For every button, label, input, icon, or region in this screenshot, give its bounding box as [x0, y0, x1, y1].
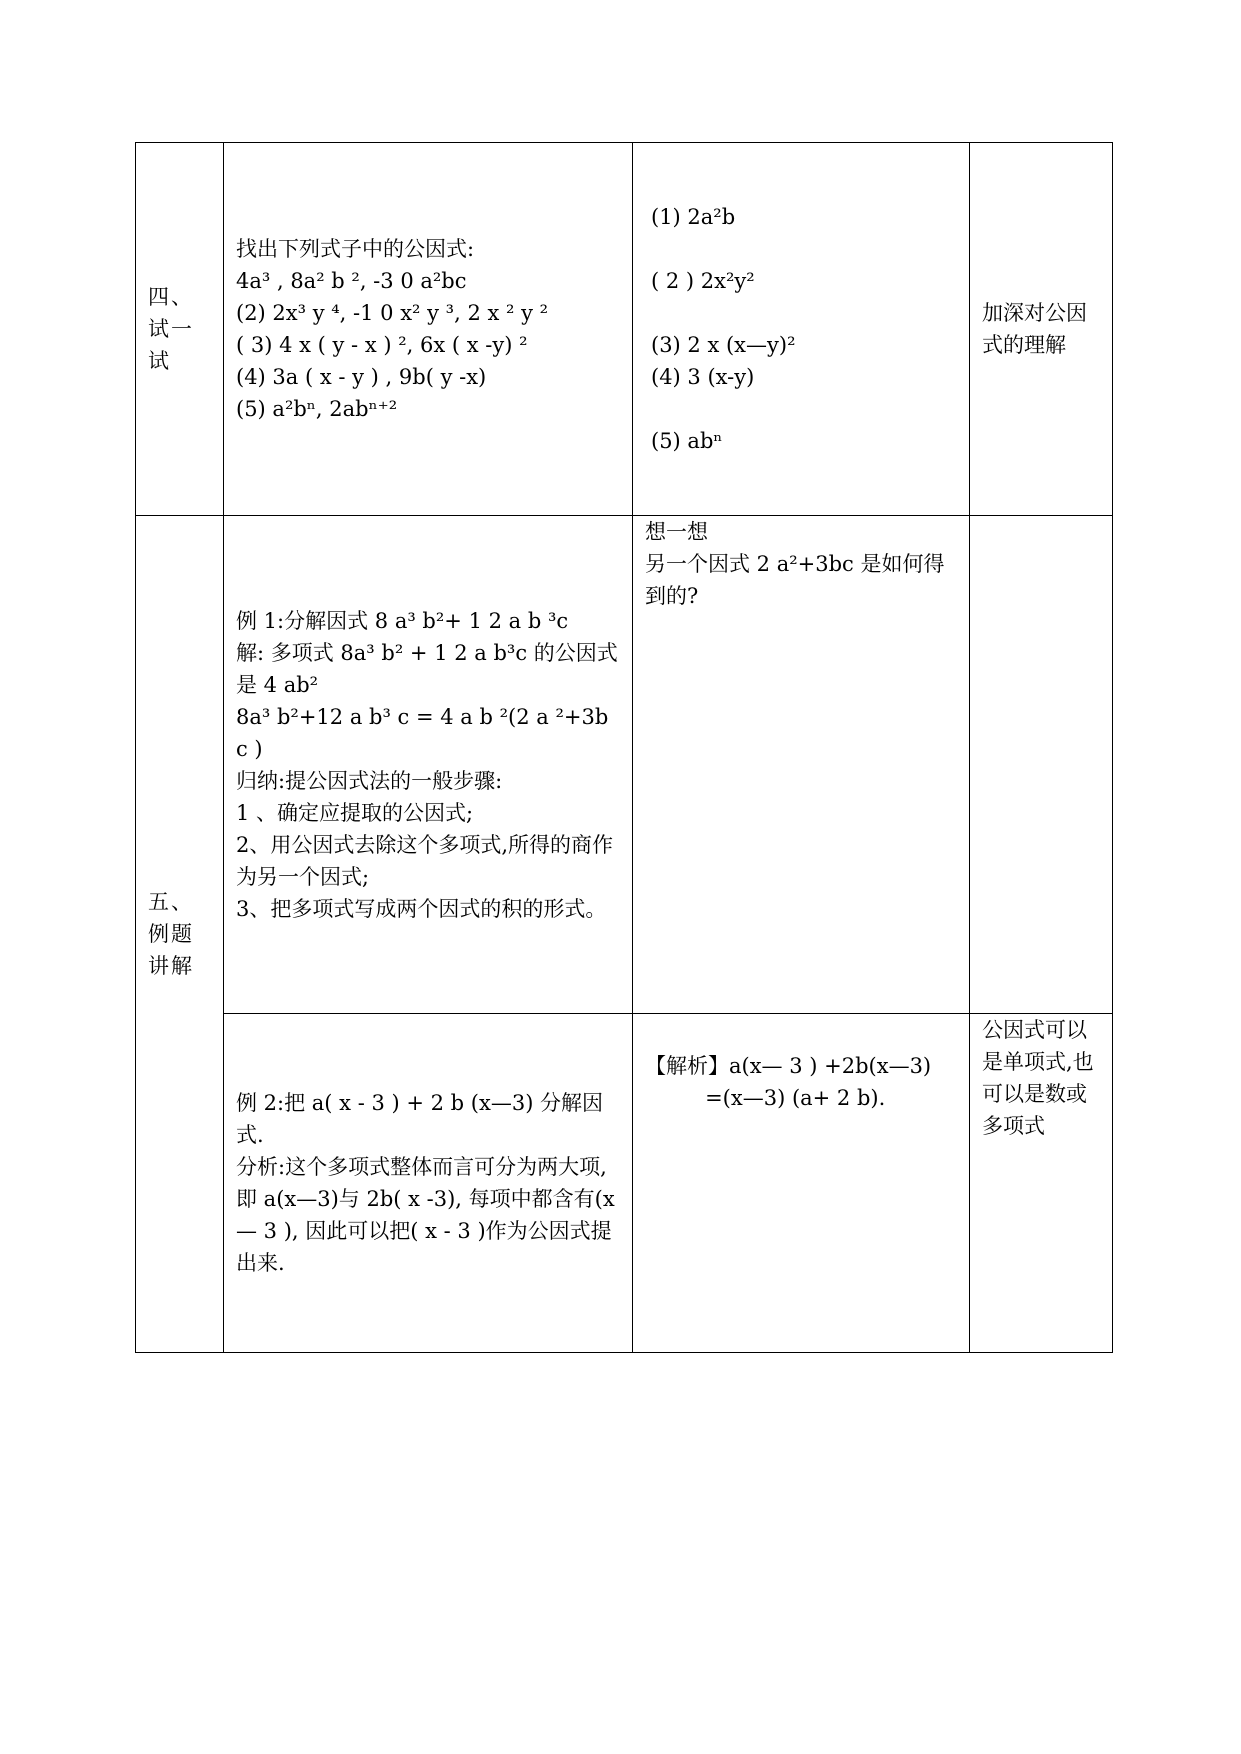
purpose-cell: [970, 143, 1113, 516]
content-line: 2、用公因式去除这个多项式,所得的商作为另一个因式;: [236, 832, 614, 889]
content-cell: [224, 143, 633, 516]
content-line: 归纳:提公因式法的一般步骤:: [236, 768, 503, 793]
lesson-table: [135, 142, 1113, 1353]
content-cell: [224, 516, 633, 1014]
purpose-text: 公因式可以是单项式,也可以是数或多项式: [982, 1018, 1094, 1138]
answer-line: (4) 3 (x-y): [651, 365, 755, 389]
content-line: 例 2:把 a( x - 3 ) + 2 b (x—3) 分解因式.: [236, 1091, 604, 1147]
content-line: 3、把多项式写成两个因式的积的形式。: [236, 896, 607, 921]
answer-cell: [633, 516, 970, 1014]
answer-line: (3) 2 x (x—y)²: [651, 333, 796, 357]
answer-line: (1) 2a²b: [651, 205, 736, 229]
spacer: [651, 393, 957, 425]
content-line: (5) a²bⁿ, 2abⁿ⁺²: [236, 397, 398, 421]
answer-line: 另一个因式 2 a²+3bc 是如何得到的?: [645, 552, 945, 608]
answer-cell: [633, 1014, 970, 1353]
table-row-example1: [136, 516, 1113, 1014]
purpose-cell: [970, 1014, 1113, 1353]
purpose-cell: [970, 516, 1113, 1014]
purpose-text: 加深对公因式的理解: [982, 301, 1087, 357]
content-line: 4a³ , 8a² b ², -3 0 a²bc: [236, 269, 467, 293]
answer-line: =(x—3) (a+ 2 b).: [645, 1086, 886, 1110]
content-line: (2) 2x³ y ⁴, -1 0 x² y ³, 2 x ² y ²: [236, 301, 549, 325]
content-line: ( 3) 4 x ( y - x ) ², 6x ( x -y) ²: [236, 333, 528, 357]
stage-label: 五、例题讲解: [148, 890, 194, 978]
content-cell: [224, 1014, 633, 1353]
answer-line: ( 2 ) 2x²y²: [651, 269, 755, 293]
answer-cell: [633, 143, 970, 516]
content-line: 找出下列式子中的公因式:: [236, 237, 475, 261]
stage-cell: [136, 143, 224, 516]
answer-line: 【解析】a(x— 3 ) +2b(x—3): [645, 1054, 932, 1078]
spacer: [651, 233, 957, 265]
content-line: 8a³ b²+12 a b³ c = 4 a b ²(2 a ²+3b c ): [236, 704, 609, 761]
content-line: (4) 3a ( x - y ) , 9b( y -x): [236, 365, 487, 389]
table-row-try: [136, 143, 1113, 516]
answer-line: (5) abⁿ: [651, 429, 723, 453]
answer-line: 想一想: [645, 520, 708, 544]
content-line: 1 、确定应提取的公因式;: [236, 800, 474, 825]
content-line: 解: 多项式 8a³ b² + 1 2 a b³c 的公因式是 4 ab²: [236, 640, 618, 697]
spacer: [651, 297, 957, 329]
table-row-example2: [136, 1014, 1113, 1353]
content-line: 例 1:分解因式 8 a³ b²+ 1 2 a b ³c: [236, 608, 569, 633]
content-line: 分析:这个多项式整体而言可分为两大项, 即 a(x—3)与 2b( x -3), 每项中都含有(x— 3 ), 因此可以把( x - 3 )作为公因式提出来.: [236, 1155, 615, 1275]
stage-label: 四、试一试: [148, 285, 194, 373]
stage-cell: [136, 516, 224, 1353]
